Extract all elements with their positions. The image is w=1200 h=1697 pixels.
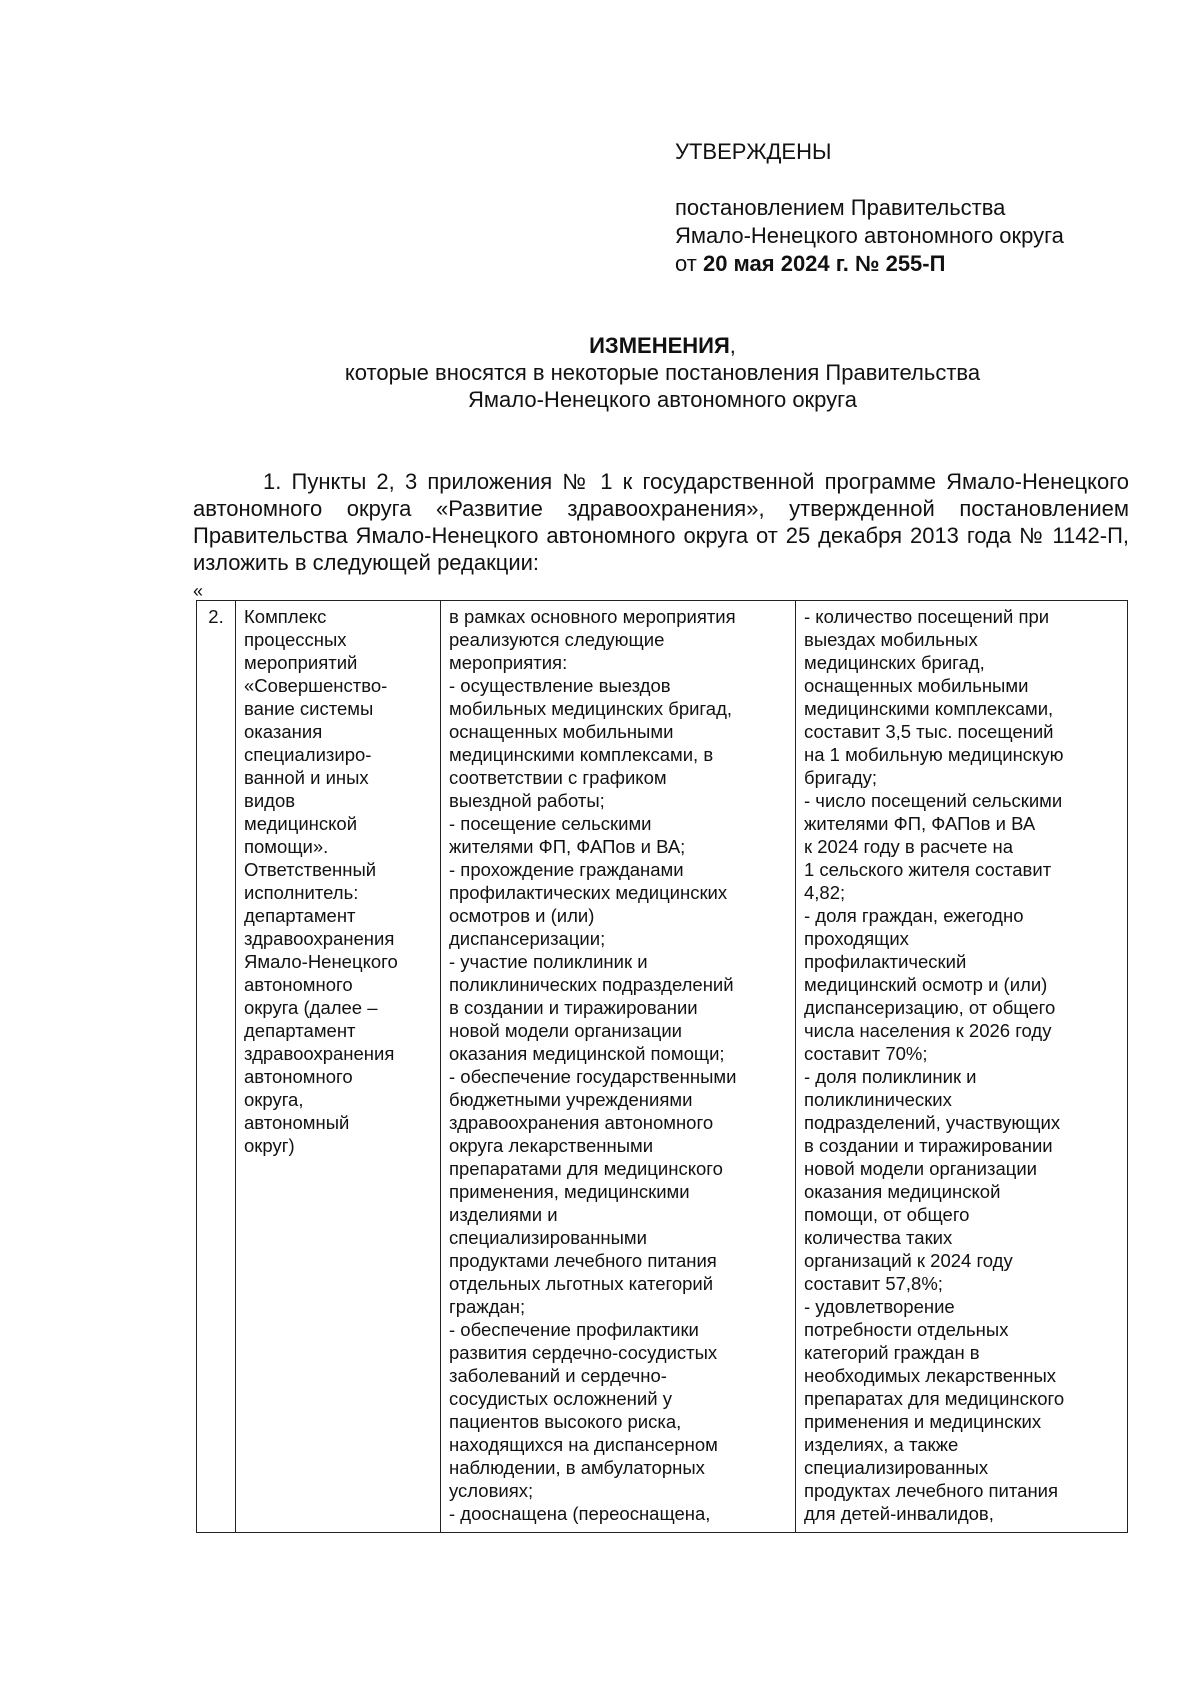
cell-line: диспансеризацию, от общего	[804, 997, 1056, 1018]
table-row	[197, 601, 1128, 1533]
cell-line: граждан;	[449, 1296, 526, 1317]
cell-line: здравоохранения автономного	[449, 1112, 714, 1133]
cell-line: в создании и тиражировании	[804, 1135, 1053, 1156]
heading-main-line	[190, 332, 1135, 359]
cell-line: бригаду;	[804, 767, 878, 788]
cell-line: специализированных	[804, 1457, 989, 1478]
cell-line: - удовлетворение	[804, 1296, 955, 1317]
cell-line: находящихся на диспансерном	[449, 1434, 718, 1455]
cell-line: количества таких	[804, 1227, 953, 1248]
cell-line: округа лекарственными	[449, 1135, 654, 1156]
cell-line: - участие поликлиник и	[449, 951, 648, 972]
cell-line: - количество посещений при	[804, 606, 1050, 627]
cell-line: составит 70%;	[804, 1043, 928, 1064]
cell-line: ванной и иных	[244, 767, 369, 788]
cell-line: продуктах лечебного питания	[804, 1480, 1059, 1501]
cell-line: заболеваний и сердечно-	[449, 1365, 667, 1386]
heading-main-suffix: ,	[729, 333, 736, 358]
cell-line: оказания	[244, 721, 323, 742]
cell-line: новой модели организации	[449, 1020, 683, 1041]
cell-line: осмотров и (или)	[449, 905, 595, 926]
cell-line: - обеспечение профилактики	[449, 1319, 699, 1340]
cell-line: в рамках основного мероприятия	[449, 606, 736, 627]
cell-line: наблюдении, в амбулаторных	[449, 1457, 705, 1478]
cell-line: отдельных льготных категорий	[449, 1273, 714, 1294]
cell-line: - дооснащена (переоснащена,	[449, 1503, 711, 1524]
cell-line: автономного	[244, 1066, 353, 1087]
cell-line: выездной работы;	[449, 790, 605, 811]
cell-line: категорий граждан в	[804, 1342, 980, 1363]
cell-line: диспансеризации;	[449, 928, 606, 949]
approval-line-1: постановлением Правительства	[675, 195, 1006, 220]
cell-line: пациентов высокого риска,	[449, 1411, 682, 1432]
cell-line: числа населения к 2026 году	[804, 1020, 1052, 1041]
cell-line: - обеспечение государственными	[449, 1066, 737, 1087]
cell-line: округа (далее –	[244, 997, 378, 1018]
cell-line: поликлинических подразделений	[449, 974, 734, 995]
cell-line: - осуществление выездов	[449, 675, 671, 696]
approval-date-number: 20 мая 2024 г. № 255-П	[702, 251, 946, 276]
cell-line: соответствии с графиком	[449, 767, 667, 788]
cell-line: вание системы	[244, 698, 374, 719]
cell-line: помощи, от общего	[804, 1204, 970, 1225]
cell-line: 1 сельского жителя составит	[804, 859, 1052, 880]
document-heading	[190, 332, 1135, 413]
heading-sub-1: которые вносятся в некоторые постановления Правительства	[344, 360, 981, 385]
cell-line: жителями ФП, ФАПов и ВА;	[449, 836, 686, 857]
cell-line: департамент	[244, 1020, 356, 1041]
cell-line: препаратами для медицинского	[449, 1158, 723, 1179]
cell-line: выездах мобильных	[804, 629, 978, 650]
cell-line: - доля граждан, ежегодно	[804, 905, 1024, 926]
cell-line: реализуются следующие	[449, 629, 665, 650]
cell-line: - доля поликлиник и	[804, 1066, 977, 1087]
cell-line: - прохождение гражданами	[449, 859, 684, 880]
results-cell	[796, 601, 1128, 1533]
cell-line: здравоохранения	[244, 928, 395, 949]
cell-line: новой модели организации	[804, 1158, 1038, 1179]
cell-line: Комплекс	[244, 606, 327, 627]
cell-line: - число посещений сельскими	[804, 790, 1063, 811]
cell-line: сосудистых осложнений у	[449, 1388, 672, 1409]
activities-cell	[441, 601, 796, 1533]
cell-line: жителями ФП, ФАПов и ВА	[804, 813, 1036, 834]
approval-title: УТВЕРЖДЕНЫ	[675, 139, 832, 164]
approval-line-3	[675, 250, 1064, 278]
cell-line: подразделений, участвующих	[804, 1112, 1061, 1133]
amendment-table	[196, 600, 1128, 1533]
results-text	[804, 605, 1121, 1525]
cell-line: округ)	[244, 1135, 295, 1156]
cell-line: оказания медицинской	[804, 1181, 1001, 1202]
cell-line: развития сердечно-сосудистых	[449, 1342, 718, 1363]
cell-line: организаций к 2024 году	[804, 1250, 1013, 1271]
cell-line: - посещение сельскими	[449, 813, 652, 834]
cell-line: применения, медицинскими	[449, 1181, 690, 1202]
cell-line: для детей-инвалидов,	[804, 1503, 994, 1524]
cell-line: помощи».	[244, 836, 329, 857]
heading-main: ИЗМЕНЕНИЯ	[589, 333, 730, 358]
cell-line: потребности отдельных	[804, 1319, 1009, 1340]
cell-line: изделиями и	[449, 1204, 558, 1225]
body-paragraph: 1. Пункты 2, 3 приложения № 1 к государственной программе Ямало-Ненецкого автономного округа «Развитие здравоохранения», утвержденной постановлением Правительства Ямало-Ненецкого автономного округа от 25 декабря 2013 года № 1142-П, изложить в следующей редакции:	[193, 469, 1129, 575]
cell-line: необходимых лекарственных	[804, 1365, 1057, 1386]
cell-line: на 1 мобильную медицинскую	[804, 744, 1064, 765]
cell-line: департамент	[244, 905, 356, 926]
cell-line: продуктами лечебного питания	[449, 1250, 717, 1271]
cell-line: мобильных медицинских бригад,	[449, 698, 733, 719]
cell-line: составит 57,8%;	[804, 1273, 943, 1294]
cell-line: медицинский осмотр и (или)	[804, 974, 1048, 995]
cell-line: оснащенных мобильными	[804, 675, 1029, 696]
cell-line: оказания медицинской помощи;	[449, 1043, 725, 1064]
cell-line: профилактический	[804, 951, 967, 972]
cell-line: видов	[244, 790, 296, 811]
cell-line: медицинских бригад,	[804, 652, 985, 673]
cell-line: проходящих	[804, 928, 909, 949]
cell-line: специализированными	[449, 1227, 647, 1248]
cell-line: здравоохранения	[244, 1043, 395, 1064]
cell-line: медицинской	[244, 813, 358, 834]
cell-line: к 2024 году в расчете на	[804, 836, 1014, 857]
approval-stamp	[675, 138, 1064, 278]
approval-line-2: Ямало-Ненецкого автономного округа	[675, 223, 1064, 248]
cell-line: Ямало-Ненецкого	[244, 951, 398, 972]
cell-line: оснащенных мобильными	[449, 721, 674, 742]
cell-line: мероприятия:	[449, 652, 568, 673]
cell-line: «Совершенство-	[244, 675, 388, 696]
cell-line: медицинскими комплексами,	[804, 698, 1054, 719]
cell-line: округа,	[244, 1089, 304, 1110]
approval-date-prefix: от	[675, 251, 697, 276]
cell-line: исполнитель:	[244, 882, 359, 903]
cell-line: специализиро-	[244, 744, 372, 765]
cell-line: автономного	[244, 974, 353, 995]
cell-line: поликлинических	[804, 1089, 952, 1110]
cell-line: медицинскими комплексами, в	[449, 744, 714, 765]
opening-quote: «	[193, 581, 204, 601]
row-number-cell: 2.	[197, 601, 236, 1533]
heading-sub-2: Ямало-Ненецкого автономного округа	[468, 387, 857, 412]
measure-name-text	[244, 605, 434, 1157]
cell-line: применения и медицинских	[804, 1411, 1042, 1432]
cell-line: процессных	[244, 629, 347, 650]
measure-name-cell	[236, 601, 441, 1533]
cell-line: мероприятий	[244, 652, 358, 673]
cell-line: изделиях, а также	[804, 1434, 959, 1455]
activities-text	[449, 605, 789, 1525]
cell-line: составит 3,5 тыс. посещений	[804, 721, 1054, 742]
cell-line: в создании и тиражировании	[449, 997, 698, 1018]
cell-line: препаратах для медицинского	[804, 1388, 1065, 1409]
cell-line: бюджетными учреждениями	[449, 1089, 693, 1110]
cell-line: автономный	[244, 1112, 350, 1133]
cell-line: профилактических медицинских	[449, 882, 728, 903]
cell-line: условиях;	[449, 1480, 534, 1501]
cell-line: Ответственный	[244, 859, 377, 880]
cell-line: 4,82;	[804, 882, 846, 903]
